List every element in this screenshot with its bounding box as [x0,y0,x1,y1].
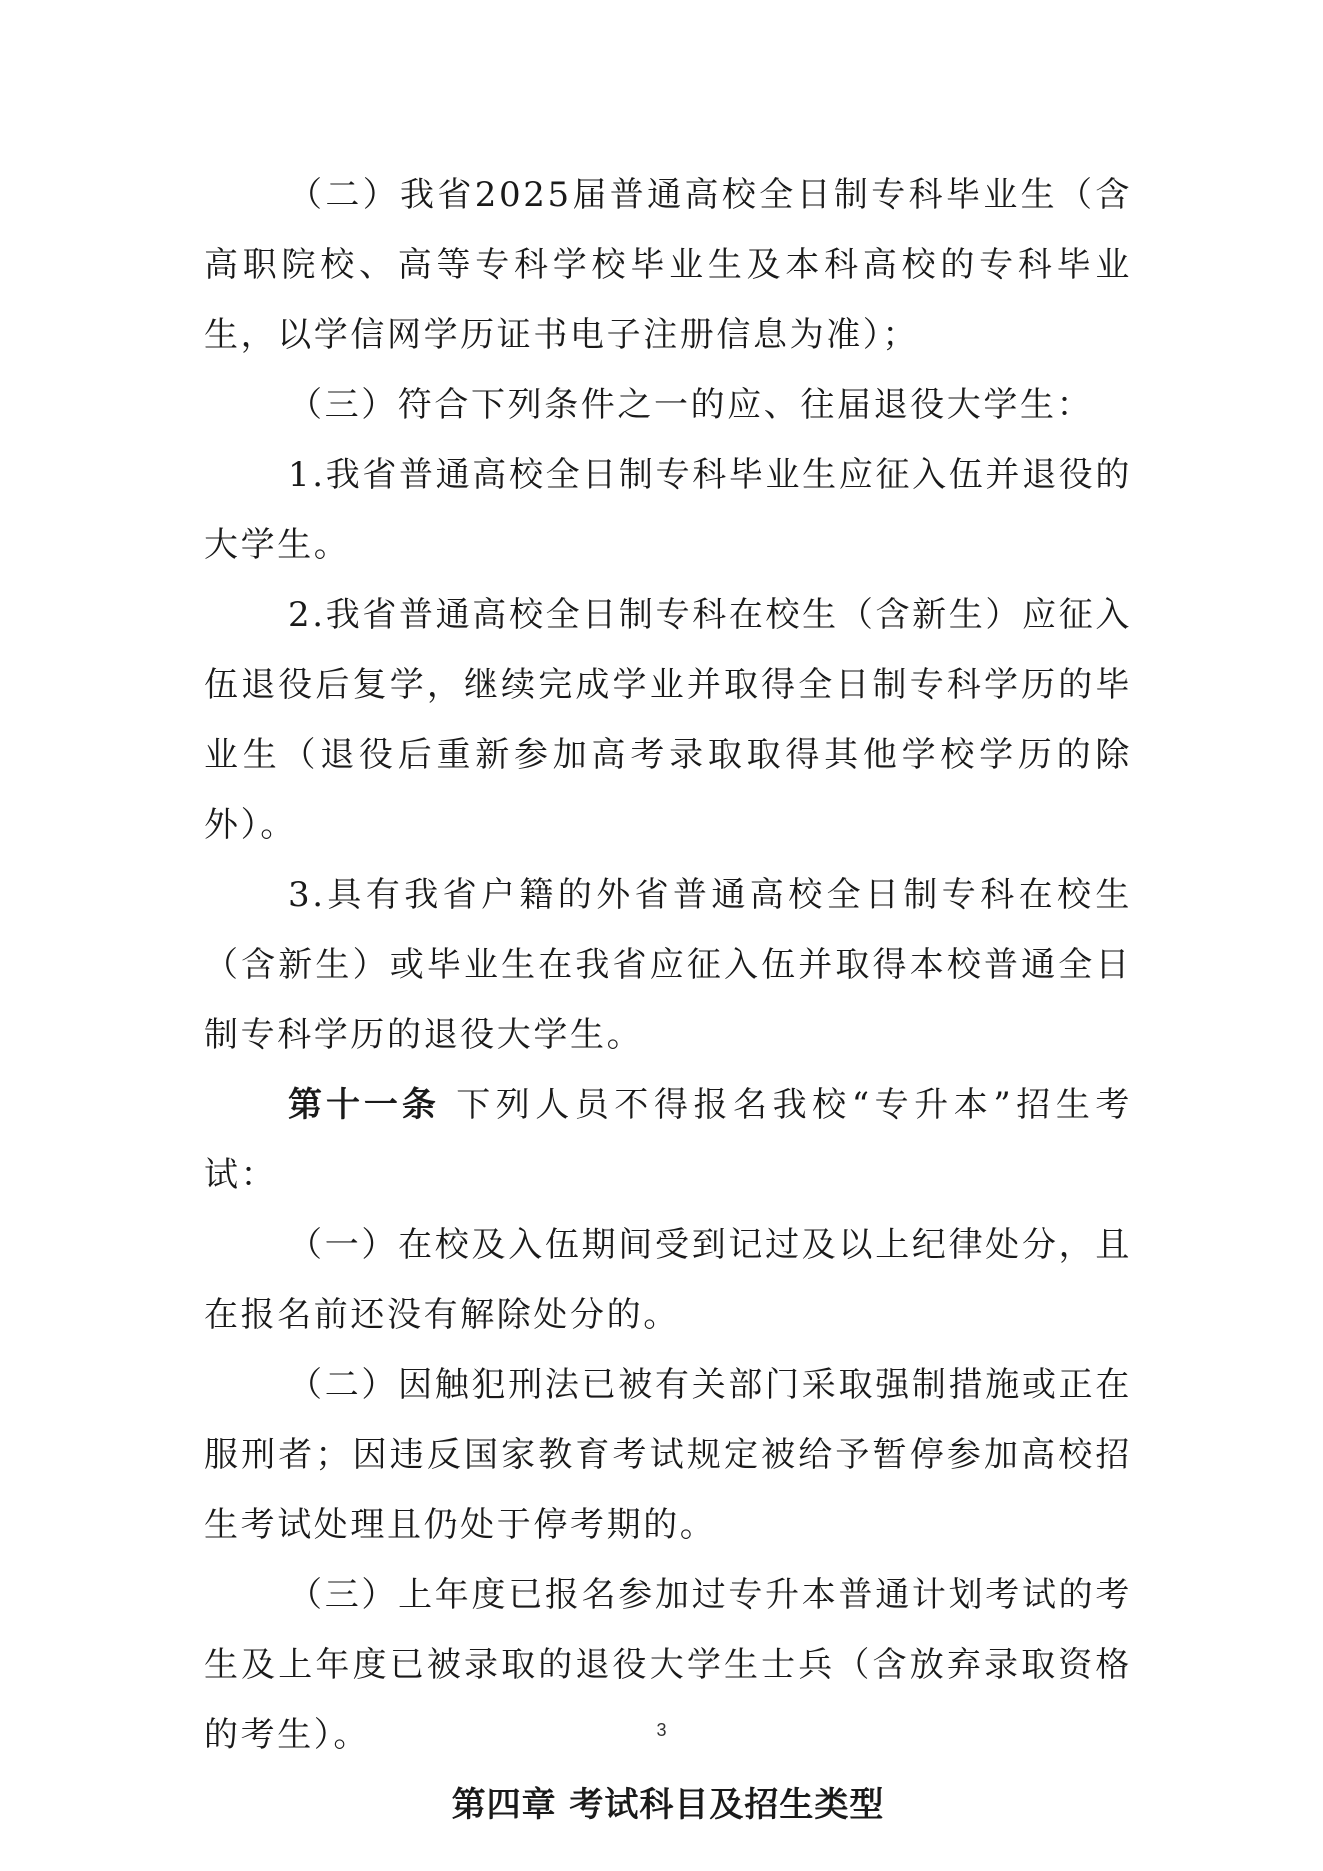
paragraph-text: 1.我省普通高校全日制专科毕业生应征入伍并退役的大学生。 [204,455,1132,565]
article-heading: 第十一条 [288,1085,440,1125]
paragraph-text: 3.具有我省户籍的外省普通高校全日制专科在校生（含新生）或毕业生在我省应征入伍并取得本校普通全日制专科学历的退役大学生。 [204,875,1132,1055]
paragraph-item-2 [204,160,1132,370]
paragraph-text: 2.我省普通高校全日制专科在校生（含新生）应征入伍退役后复学，继续完成学业并取得全日制专科学历的毕业生（退役后重新参加高考录取取得其他学校学历的除外）。 [204,595,1132,845]
condition-item-1 [204,440,1132,580]
document-body [204,160,1132,1840]
paragraph-text: （二）因触犯刑法已被有关部门采取强制措施或正在服刑者；因违反国家教育考试规定被给予暂停参加高校招生考试处理且仍处于停考期的。 [204,1365,1132,1545]
condition-item-2 [204,580,1132,860]
paragraph-text: 下列人员不得报名我校“专升本”招生考试： [204,1085,1132,1195]
exclusion-item-1 [204,1210,1132,1350]
paragraph-text: （二）我省2025届普通高校全日制专科毕业生（含高职院校、高等专科学校毕业生及本科高校的专科毕业生，以学信网学历证书电子注册信息为准）； [204,175,1132,355]
exclusion-item-2 [204,1350,1132,1560]
paragraph-text: （三）上年度已报名参加过专升本普通计划考试的考生及上年度已被录取的退役大学生士兵（含放弃录取资格的考生）。 [204,1575,1132,1755]
page-number: 3 [656,1720,667,1740]
paragraph-text: （一）在校及入伍期间受到记过及以上纪律处分，且在报名前还没有解除处分的。 [204,1225,1132,1335]
chapter-title: 第四章 考试科目及招生类型 [451,1785,885,1825]
paragraph-item-3 [204,370,1132,440]
condition-item-3 [204,860,1132,1070]
paragraph-text: （三）符合下列条件之一的应、往届退役大学生： [288,385,1094,425]
article-11 [204,1070,1132,1210]
